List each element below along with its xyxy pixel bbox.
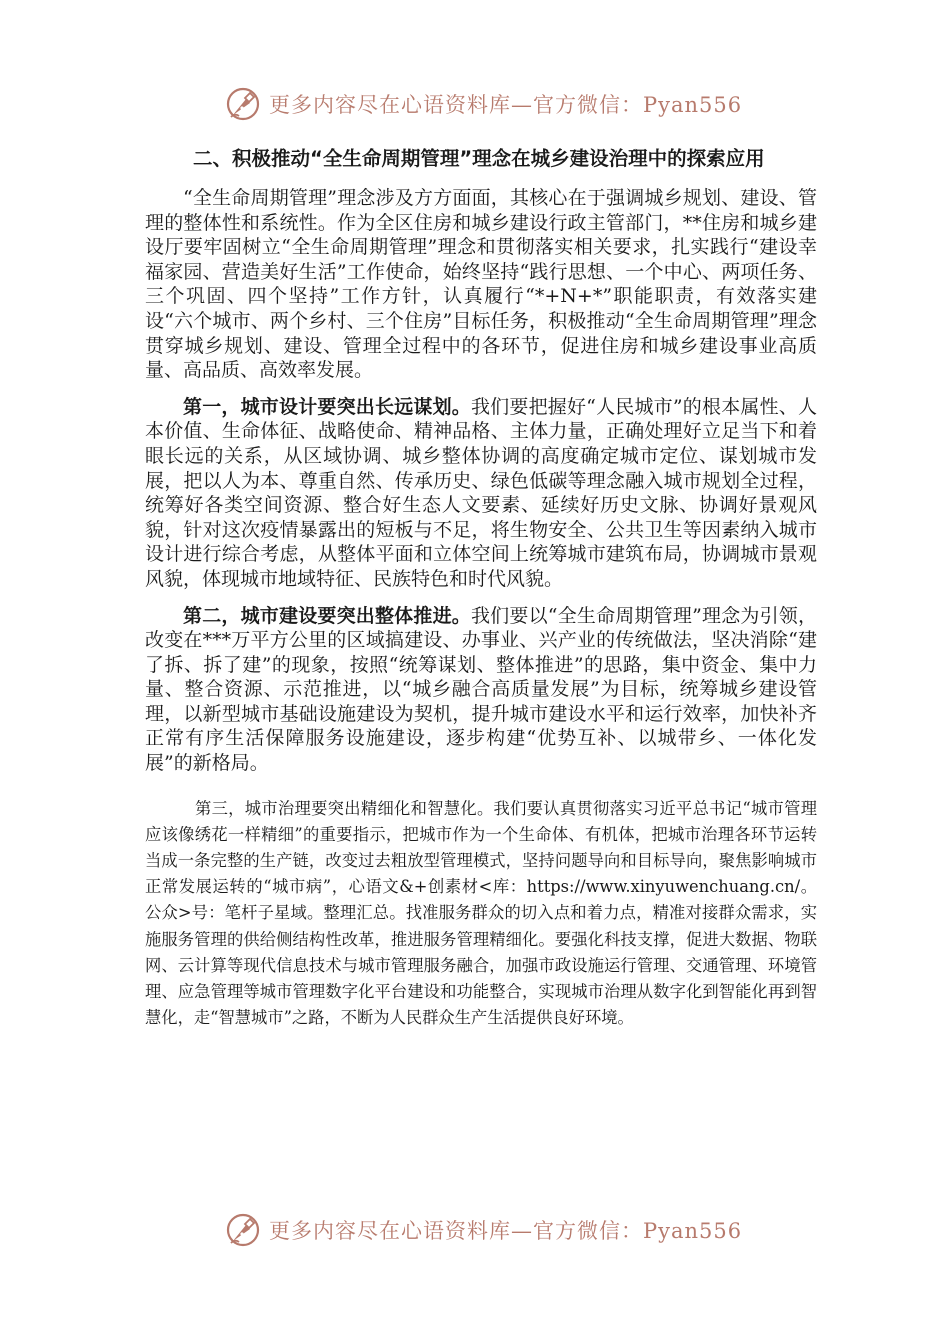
banner-text: 更多内容尽在心语资料库—官方微信：Pyan556 [269,1219,743,1243]
paragraph-lead: 第二，城市建设要突出整体推进。 [183,604,471,627]
pen-nib-icon [225,86,261,122]
paragraph-lead: 第一，城市设计要突出长远谋划。 [183,395,471,418]
paragraph-body: 我们要把握好“人民城市”的根本属性、人本价值、生命体征、战略使命、精神品格、主体力量，正确处理好立足当下和着眼长远的关系，从区域协调、城乡整体协调的高度确定城市定位、谋划城市发展，把以人为本、尊重自然、传承历史、绿色低碳等理念融入城市规划全过程，统筹好各类空间资源、整合好生态人文要素、延续好历史文脉、协调好景观风貌，针对这次疫情暴露出的短板与不足，将生物安全、公共卫生等因素纳入城市设计进行综合考虑，从整体平面和立体空间上统筹城市建筑布局，协调城市景观风貌，体现城市地域特征、民族特色和时代风貌。 [145,395,817,590]
paragraph-urban-governance: 第三，城市治理要突出精细化和智慧化。我们要认真贯彻落实习近平总书记“城市管理应该像绣花一样精细”的重要指示，把城市作为一个生命体、有机体，把城市治理各环节运转当成一条完整的生产链，改变过去粗放型管理模式，坚持问题导向和目标导向，聚焦影响城市正常发展运转的“城市病”，心语文&+创素材<库：https://www.xinyuwenchuang.cn/。公众>号：笔杆子星域。整理汇总。找准服务群众的切入点和着力点，精准对接群众需求，实施服务管理的供给侧结构性改革，推进服务管理精细化。要强化科技支撑，促进大数据、物联网、云计算等现代信息技术与城市管理服务融合，加强市政设施运行管理、交通管理、环境管理、应急管理等城市管理数字化平台建设和功能整合，实现城市治理从数字化到智能化再到智慧化，走“智慧城市”之路，不断为人民群众生产生活提供良好环境。 [145,798,817,1028]
banner-text: 更多内容尽在心语资料库—官方微信：Pyan556 [269,93,743,117]
header-banner [225,84,745,124]
paragraph-urban-design [145,395,817,592]
pen-nib-icon [225,1212,261,1248]
document-body [145,144,817,1043]
paragraph-urban-construction [145,604,817,776]
paragraph-body: 我们要以“全生命周期管理”理念为引领，改变在***万平方公里的区域搞建设、办事业、兴产业的传统做法，坚决消除“建了拆、拆了建”的现象，按照“统筹谋划、整体推进”的思路，集中资金、集中力量、整合资源、示范推进，以“城乡融合高质量发展”为目标，统筹城乡建设管理，以新型城市基础设施建设为契机，提升城市建设水平和运行效率，加快补齐正常有序生活保障服务设施建设，逐步构建“优势互补、以城带乡、一体化发展”的新格局。 [145,604,817,775]
paragraph-intro: “全生命周期管理”理念涉及方方面面，其核心在于强调城乡规划、建设、管理的整体性和系统性。作为全区住房和城乡建设行政主管部门，**住房和城乡建设厅要牢固树立“全生命周期管理”理念和贯彻落实相关要求，扎实践行“建设幸福家园、营造美好生活”工作使命，始终坚持“践行思想、一个中心、两项任务、三个巩固、四个坚持”工作方针，认真履行“*+N+*”职能职责，有效落实建设“六个城市、两个乡村、三个住房”目标任务，积极推动“全生命周期管理”理念贯穿城乡规划、建设、管理全过程中的各环节，促进住房和城乡建设事业高质量、高品质、高效率发展。 [145,187,817,382]
footer-banner [225,1210,745,1250]
section-heading: 二、积极推动“全生命周期管理”理念在城乡建设治理中的探索应用 [193,147,765,170]
